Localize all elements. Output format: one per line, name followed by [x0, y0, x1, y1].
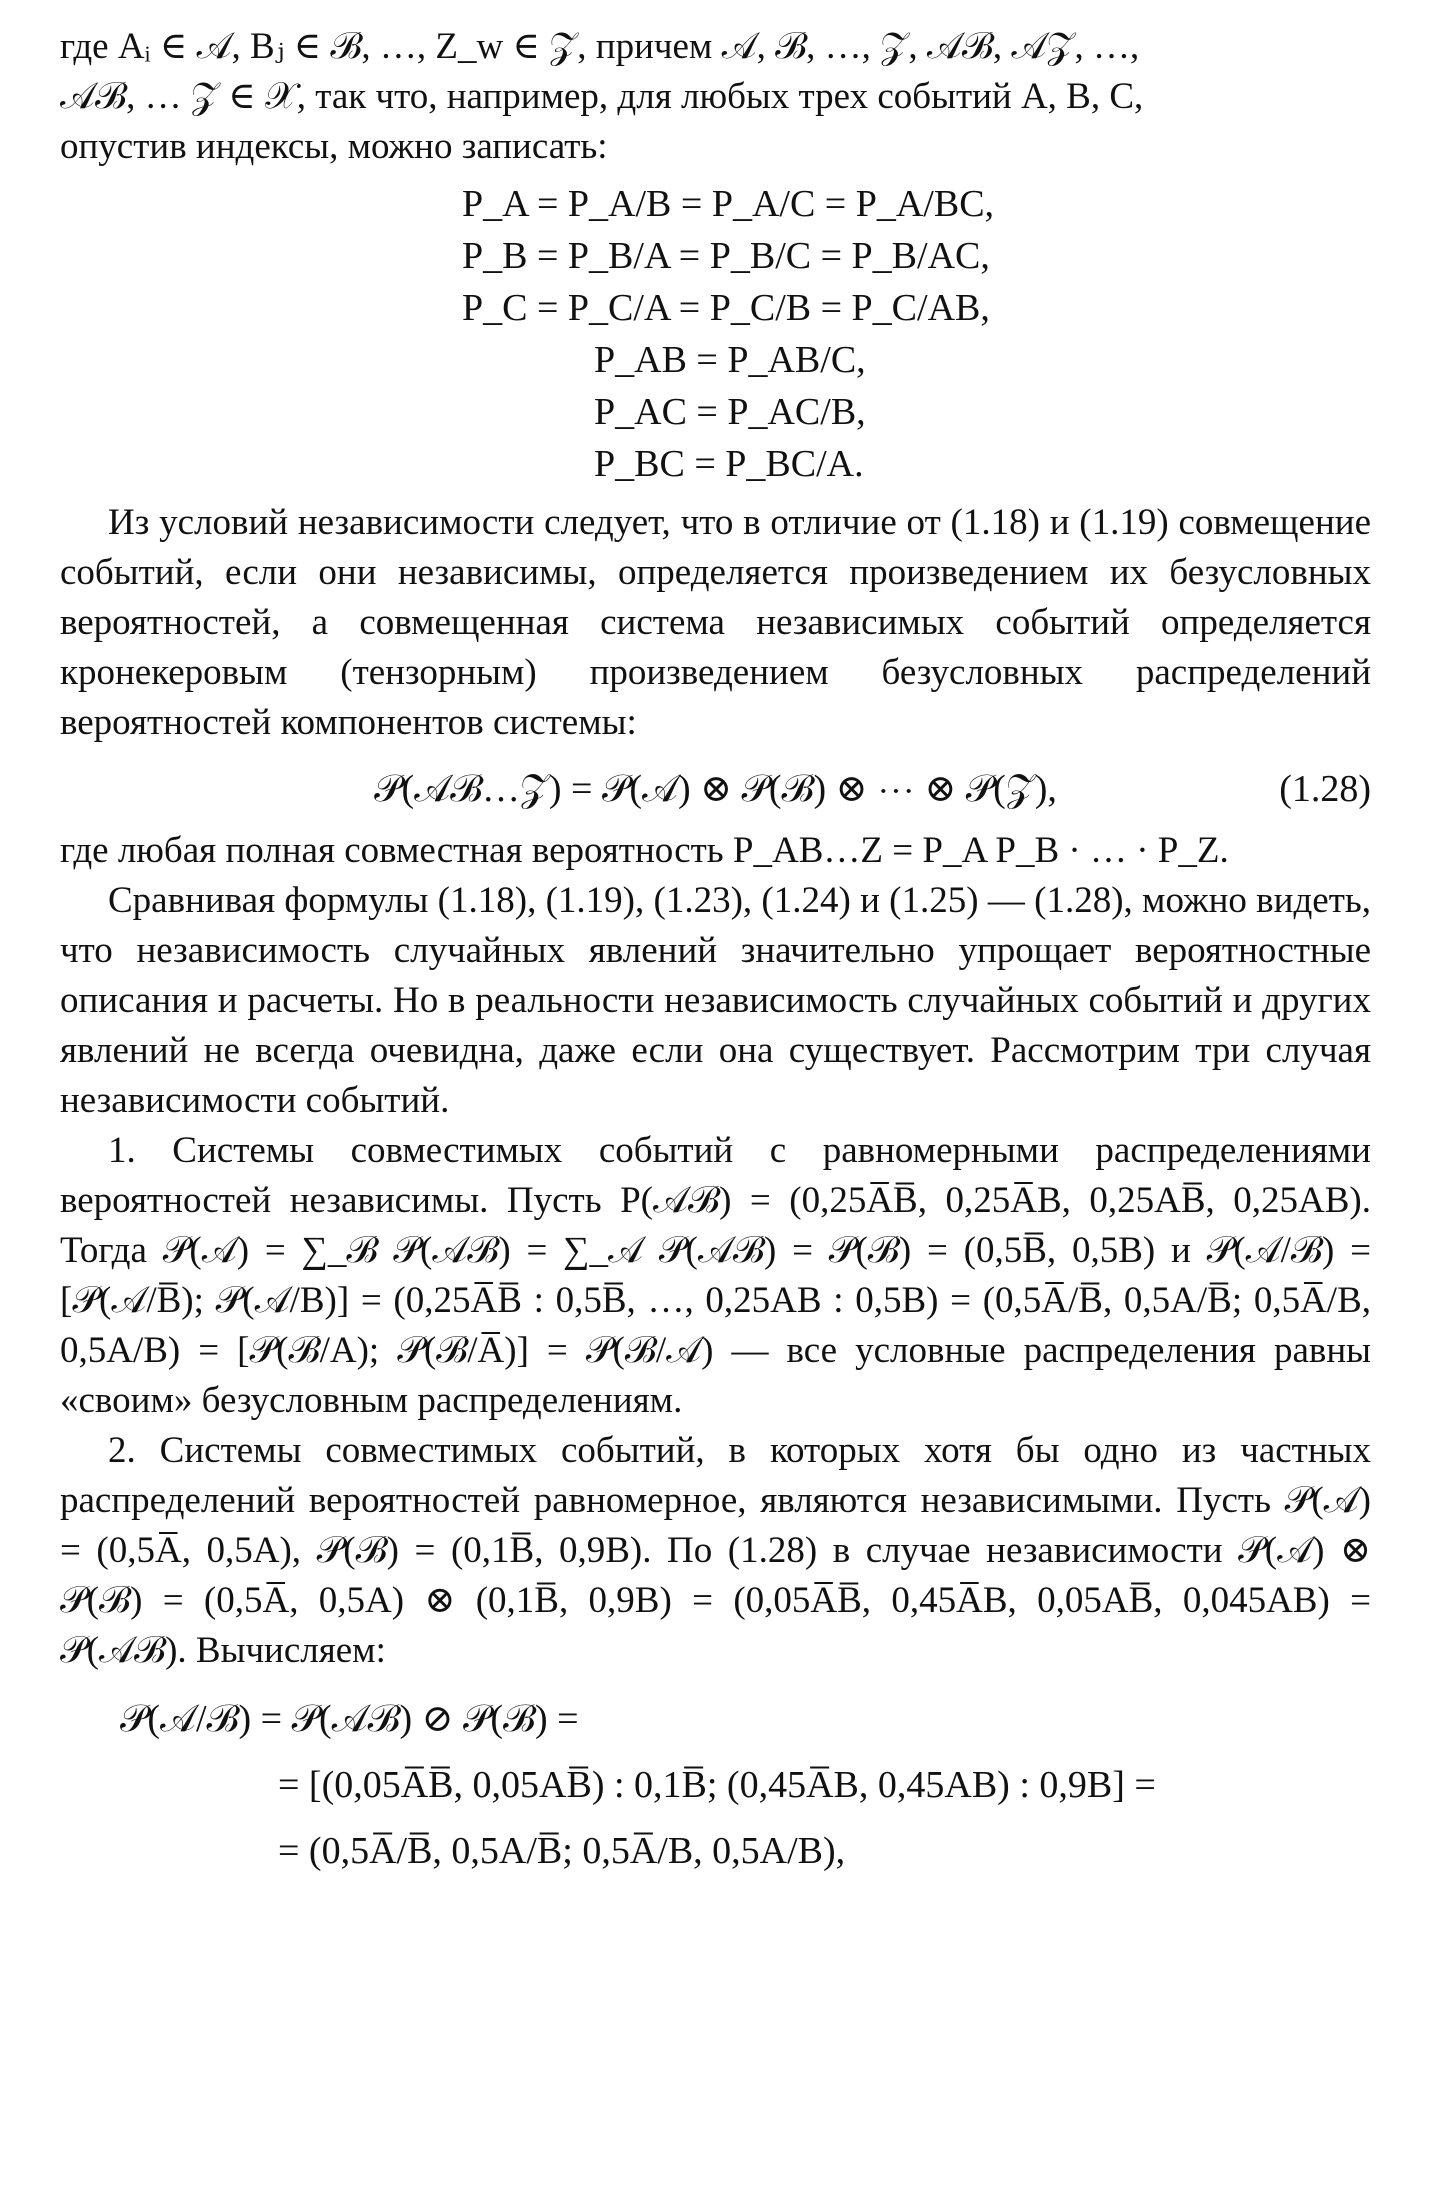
intro-line-3: опустив индексы, можно записать:: [60, 126, 608, 167]
joint-probability-paragraph: где любая полная совместная вероятность P_AB…Z = P_A P_B · … · P_Z.: [60, 830, 1229, 871]
equation-1-28: [60, 762, 1371, 816]
equality-row: P_B = P_B/A = P_B/C = P_B/AC,: [462, 235, 990, 277]
calculation-line: = [(0,05A̅B̅, 0,05AB̅) : 0,1B̅; (0,45A̅B, 0,45AB) : 0,9B] =: [278, 1764, 1156, 1806]
equality-row: P_C = P_C/A = P_C/B = P_C/AB,: [462, 287, 990, 329]
equation-formula: 𝒫(𝒜ℬ…𝒵) = 𝒫(𝒜) ⊗ 𝒫(ℬ) ⊗ ⋯ ⊗ 𝒫(𝒵),: [374, 768, 1057, 810]
intro-paragraph: [60, 22, 1371, 172]
case-1-paragraph: 1. Системы совместимых событий с равномерными распределениями вероятностей независимы. Пусть P(𝒜ℬ) = (0,25A̅B̅, 0,25A̅B, 0,25AB̅, 0,25AB). Тогда 𝒫(𝒜) = ∑_ℬ 𝒫(𝒜ℬ) = ∑_𝒜 𝒫(𝒜ℬ) = 𝒫(ℬ) = (0,5B̅, 0,5B) и 𝒫(𝒜/ℬ) = [𝒫(𝒜/B̅); 𝒫(𝒜/B)] = (0,25A̅B̅ : 0,5B̅, …, 0,25AB : 0,5B) = (0,5A̅/B̅, 0,5A/B̅; 0,5A̅/B, 0,5A/B) = [𝒫(ℬ/A); 𝒫(ℬ/A̅)] = 𝒫(ℬ/𝒜) — все условные распределения равны «своим» безусловным распределениям.: [60, 1130, 1371, 1421]
equality-block: [60, 178, 1371, 490]
calculation-line: 𝒫(𝒜/ℬ) = 𝒫(𝒜ℬ) ⊘ 𝒫(ℬ) =: [120, 1698, 579, 1740]
independence-paragraph: Из условий независимости следует, что в отличие от (1.18) и (1.19) совмещение событий, если они независимы, определяется произведением их безусловных вероятностей, а совмещенная система независимых событий определяется кронекеровым (тензорным) произведением безусловных распределений вероятностей компонентов системы:: [60, 502, 1371, 743]
calculation-line: = (0,5A̅/B̅, 0,5A/B̅; 0,5A̅/B, 0,5A/B),: [278, 1830, 846, 1872]
equality-row: P_BC = P_BC/A.: [594, 443, 864, 485]
calculation-block: [60, 1686, 1371, 1884]
comparison-paragraph: Сравнивая формулы (1.18), (1.19), (1.23), (1.24) и (1.25) — (1.28), можно видеть, что независимость случайных явлений значительно упрощает вероятностные описания и расчеты. Но в реальности независимость случайных событий и других явлений не всегда очевидна, даже если она существует. Рассмотрим три случая независимости событий.: [60, 880, 1371, 1121]
equation-number: (1.28): [1279, 768, 1371, 810]
equality-row: P_AC = P_AC/B,: [594, 391, 866, 433]
intro-line-2: 𝒜ℬ, … 𝒵 ∈ 𝒳, так что, например, для любых трех событий A, B, C,: [60, 76, 1144, 117]
intro-line-1: где Aᵢ ∈ 𝒜, Bⱼ ∈ ℬ, …, Z_w ∈ 𝒵, причем 𝒜, ℬ, …, 𝒵, 𝒜ℬ, 𝒜𝒵, …,: [60, 26, 1140, 67]
equality-row: P_AB = P_AB/C,: [594, 339, 866, 381]
equality-row: P_A = P_A/B = P_A/C = P_A/BC,: [462, 183, 995, 225]
case-2-paragraph: 2. Системы совместимых событий, в которых хотя бы одно из частных распределений вероятностей равномерное, являются независимыми. Пусть 𝒫(𝒜) = (0,5A̅, 0,5A), 𝒫(ℬ) = (0,1B̅, 0,9B). По (1.28) в случае независимости 𝒫(𝒜) ⊗ 𝒫(ℬ) = (0,5A̅, 0,5A) ⊗ (0,1B̅, 0,9B) = (0,05A̅B̅, 0,45A̅B, 0,05AB̅, 0,045AB) = 𝒫(𝒜ℬ). Вычисляем:: [60, 1430, 1371, 1671]
